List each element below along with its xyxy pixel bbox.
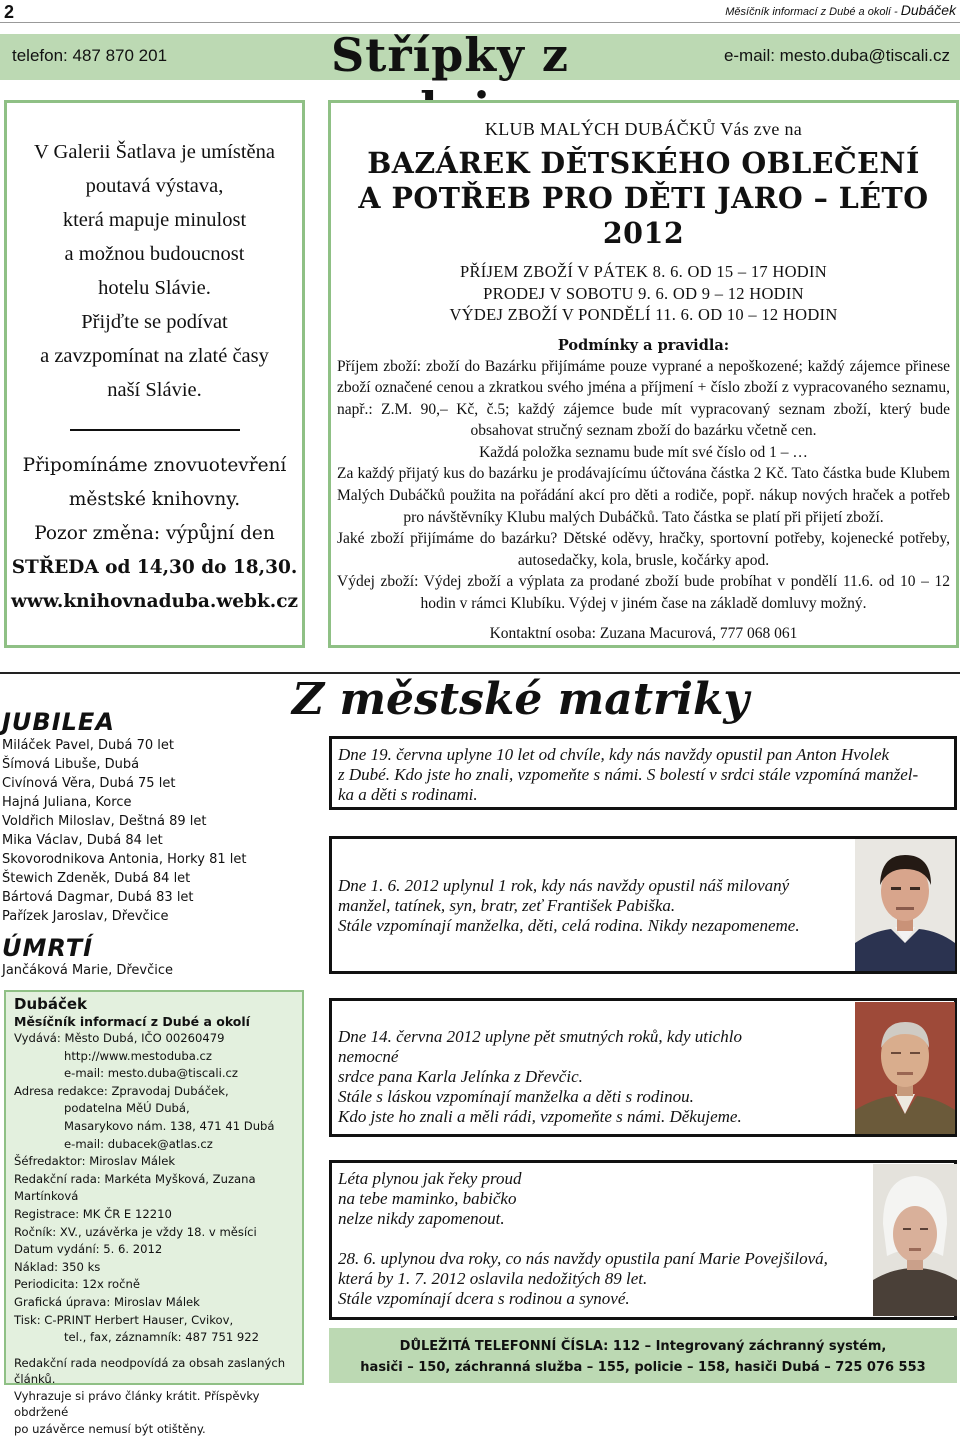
spacer bbox=[338, 1229, 854, 1249]
impressum-line: Šéfredaktor: Miroslav Málek bbox=[14, 1154, 176, 1169]
portrait-man-image bbox=[855, 839, 955, 971]
portrait-elderly-woman-image bbox=[873, 1164, 957, 1316]
poem-line: Léta plynou jak řeky proud bbox=[338, 1169, 522, 1188]
library-line: Pozor změna: výpůjní den bbox=[34, 523, 275, 544]
gallery-line: poutavá výstava, bbox=[85, 175, 224, 197]
library-line: Připomínáme znovuotevření bbox=[22, 455, 287, 476]
conditions-paragraph: Každá položka seznamu bude mít své číslo od 1 – … bbox=[479, 443, 808, 461]
impressum-line: Datum vydání: 5. 6. 2012 bbox=[14, 1242, 163, 1257]
bazar-headline: A POTŘEB PRO DĚTI JARO – LÉTO 2012 bbox=[358, 181, 929, 250]
bazar-intro: KLUB MALÝCH DUBÁČKŮ Vás zve na bbox=[484, 119, 803, 139]
notice-line: Stále vzpomínají dcera s rodinou a synové. bbox=[338, 1289, 630, 1308]
jubilea-list bbox=[2, 736, 302, 926]
notice-line: Stále vzpomínají manželka, děti, celá rodina. Nikdy nezapomeneme. bbox=[338, 916, 800, 935]
phone-contact: telefon: 487 870 201 bbox=[12, 46, 168, 65]
gallery-line: V Galerii Šatlava je umístěna bbox=[34, 141, 275, 163]
list-item: Bártová Dagmar, Dubá 83 let bbox=[2, 890, 194, 905]
publication-line-text: Měsíčník informací z Dubé a okolí - bbox=[725, 6, 898, 18]
bazar-date: VÝDEJ ZBOŽÍ V PONDĚLÍ 11. 6. OD 10 – 12 HODIN bbox=[449, 305, 838, 324]
page-title: Střípky z bbox=[330, 28, 570, 82]
conditions-paragraph: Příjem zboží: zboží do Bazárku přijímáme pouze vyprané a nepoškozené; každý zájemce přinese zboží označené cenou a zkratkou svého jména a příjmení + číslo zboží z vypracovaného seznamu, např.: Z.M. 90,– Kč, č.5; každý zájemce bude mít vypracovaný seznam zboží, který bude obsahovat stručný seznam zboží do bazárku včetně cen. bbox=[337, 357, 950, 440]
impressum-line: e-mail: dubacek@atlas.cz bbox=[64, 1136, 213, 1151]
conditions-paragraph: Jaké zboží přijímáme do bazárku? Dětské oděvy, hračky, sportovní potřeby, kojenecké potřeby, autosedačky, kola, brusle, kočárky apod. bbox=[337, 530, 950, 569]
list-item: Civínová Věra, Dubá 75 let bbox=[2, 776, 176, 791]
contact-person: Kontaktní osoba: Zuzana Macurová, 777 068 061 bbox=[489, 624, 798, 642]
divider bbox=[70, 429, 240, 431]
impressum-line: Ročník: XV., uzávěrka je vždy 18. v měsíci bbox=[14, 1224, 257, 1239]
publication-line bbox=[725, 2, 956, 18]
portrait-photo bbox=[873, 1164, 957, 1316]
portrait-elderly-man-image bbox=[855, 1002, 955, 1134]
conditions-paragraph: Za každý přijatý kus do bazárku je prodávajícímu účtována částka 2 Kč. Tato částka bude Klubem Malých Dubáčků použita na pořádání akcí pro děti a rodiče, popř. nákup nových hraček a potřeb pro návštěvníky Klubu malých Dubáčků. Tato částka se platí při přijetí zboží. bbox=[337, 465, 950, 526]
obituary-notice bbox=[329, 1160, 957, 1320]
notice-line: Stále s láskou vzpomínají manželka a děti s rodinou. bbox=[338, 1087, 694, 1106]
list-item: Štewich Zdeněk, Dubá 84 let bbox=[2, 871, 191, 886]
bazar-date: PRODEJ V SOBOTU 9. 6. OD 9 – 12 HODIN bbox=[483, 283, 804, 303]
bazar-date: PŘÍJEM ZBOŽÍ V PÁTEK 8. 6. OD 15 – 17 HODIN bbox=[459, 262, 828, 281]
library-website-link[interactable]: www.knihovnaduba.webk.cz bbox=[10, 591, 299, 612]
list-item: Šímová Libuše, Dubá bbox=[2, 757, 140, 772]
gallery-notice-box bbox=[4, 100, 305, 648]
impressum-line: Registrace: MK ČR E 12210 bbox=[14, 1206, 172, 1221]
notice-line: manžel, tatínek, syn, bratr, zeť František Pabiška. bbox=[338, 896, 676, 915]
impressum-line: Periodicita: 12x ročně bbox=[14, 1277, 140, 1292]
impressum-footer-line: Vyhrazuje si právo články krátit. Příspěvky obdržené bbox=[14, 1388, 260, 1420]
notice-line: Dne 19. června uplyne 10 let od chvíle, kdy nás navždy opustil pan Anton Hvolek bbox=[338, 745, 890, 764]
impressum-subtitle: Měsíčník informací z Dubé a okolí bbox=[14, 1014, 250, 1029]
list-item: Voldřich Miloslav, Deštná 89 let bbox=[2, 814, 207, 829]
impressum-line: tel., fax, záznamník: 487 751 922 bbox=[64, 1330, 260, 1345]
conditions-title: Podmínky a pravidla: bbox=[557, 336, 730, 354]
list-item: Miláček Pavel, Dubá 70 let bbox=[2, 738, 174, 753]
impressum-web-link[interactable]: http://www.mestoduba.cz bbox=[64, 1048, 213, 1063]
poem-line: na tebe maminko, babičko bbox=[338, 1189, 517, 1208]
umrti-title: ÚMRTÍ bbox=[2, 934, 94, 962]
jubilea-title: JUBILEA bbox=[2, 708, 115, 736]
impressum-line: Masarykovo nám. 138, 471 41 Dubá bbox=[64, 1118, 275, 1133]
impressum-footer-line: po uzávěrce nemusí být otištěny. bbox=[14, 1422, 206, 1437]
gallery-line: která mapuje minulost bbox=[62, 209, 247, 231]
notice-line: 28. 6. uplynou dva roky, co nás navždy opustila paní Marie Povejšilová, bbox=[338, 1249, 828, 1268]
obituary-notice bbox=[329, 736, 957, 810]
notice-line: která by 1. 7. 2012 oslavila nedožitých 89 let. bbox=[338, 1269, 648, 1288]
gallery-line: Přijďte se podívat bbox=[81, 311, 228, 333]
page-number: 2 bbox=[4, 2, 15, 22]
list-item: Hajná Juliana, Korce bbox=[2, 795, 132, 810]
impressum-line: Tisk: C-PRINT Herbert Hauser, Cvikov, bbox=[14, 1312, 234, 1327]
impressum-line: Náklad: 350 ks bbox=[14, 1259, 101, 1274]
list-item: Jančáková Marie, Dřevčice bbox=[2, 963, 174, 978]
impressum-line: Redakční rada: Markéta Myšková, Zuzana Martínková bbox=[14, 1171, 256, 1204]
notice-line: Dne 14. června 2012 uplyne pět smutných roků, kdy utichlo nemocné bbox=[338, 1027, 742, 1066]
poem-line: nelze nikdy zapomenout. bbox=[338, 1209, 505, 1228]
impressum-line: Grafická úprava: Miroslav Málek bbox=[14, 1294, 200, 1309]
impressum-line: Vydává: Město Dubá, IČO 00260479 bbox=[14, 1031, 225, 1045]
impressum-email-link[interactable]: e-mail: mesto.duba@tiscali.cz bbox=[64, 1066, 238, 1081]
list-item: Pařízek Jaroslav, Dřevčice bbox=[2, 909, 169, 924]
bazar-headline: BAZÁREK DĚTSKÉHO OBLEČENÍ bbox=[367, 146, 920, 180]
library-line: městské knihovny. bbox=[68, 489, 241, 510]
gallery-line: hotelu Slávie. bbox=[98, 277, 211, 299]
impressum-title: Dubáček bbox=[14, 995, 88, 1013]
email-contact: e-mail: mesto.duba@tiscali.cz bbox=[723, 46, 950, 65]
notice-line: Kdo jste ho znali a měli rádi, vzpomeňte s námi. Děkujeme. bbox=[338, 1107, 742, 1126]
impressum-footer bbox=[14, 1355, 296, 1438]
gallery-line: a zavzpomínat na zlaté časy bbox=[40, 345, 269, 367]
conditions-paragraph: Výdej zboží: Výdej zboží a výplata za prodané zboží bude probíhat v pondělí 11.6. od 10 – 12 hodin v rámci Klubíku. Výdej v jiném čase na základě domluvy možný. bbox=[337, 573, 950, 613]
gallery-line: a možnou budoucnost bbox=[64, 243, 245, 265]
header-rule bbox=[0, 22, 960, 23]
notice-line: ka a děti s rodinami. bbox=[338, 785, 478, 804]
emergency-line: DŮLEŽITÁ TELEFONNÍ ČÍSLA: 112 – Integrovaný záchranný systém, bbox=[399, 1339, 887, 1354]
matriky-title: Z městské matriky bbox=[292, 674, 749, 725]
gallery-line: naší Slávie. bbox=[107, 379, 202, 401]
bazar-dates bbox=[337, 261, 950, 326]
impressum-line: Adresa redakce: Zpravodaj Dubáček, bbox=[14, 1083, 229, 1098]
impressum-line: podatelna MěÚ Dubá, bbox=[64, 1101, 190, 1116]
list-item: Skovorodnikova Antonia, Horky 81 let bbox=[2, 852, 247, 867]
bazar-notice-box bbox=[328, 100, 959, 648]
notice-line: srdce pana Karla Jelínka z Dřevčic. bbox=[338, 1067, 583, 1086]
impressum-box bbox=[4, 990, 304, 1437]
brand-name: Dubáček bbox=[900, 2, 956, 18]
emergency-line: hasiči – 150, záchranná služba – 155, policie – 158, hasiči Dubá – 725 076 553 bbox=[360, 1360, 926, 1375]
umrti-list bbox=[2, 961, 173, 980]
impressum-footer-line: Redakční rada neodpovídá za obsah zaslaných článků. bbox=[14, 1355, 286, 1387]
list-item: Mika Václav, Dubá 84 let bbox=[2, 833, 163, 848]
notice-line: z Dubé. Kdo jste ho znali, vzpomeňte s námi. S bolestí v srdci stále vzpomíná manžel- bbox=[338, 765, 919, 784]
library-hours: STŘEDA od 14,30 do 18,30. bbox=[11, 557, 298, 578]
portrait-photo bbox=[855, 1002, 955, 1134]
emergency-numbers bbox=[329, 1328, 957, 1383]
notice-line: Dne 1. 6. 2012 uplynul 1 rok, kdy nás navždy opustil náš milovaný bbox=[338, 876, 790, 895]
portrait-photo bbox=[855, 839, 955, 971]
